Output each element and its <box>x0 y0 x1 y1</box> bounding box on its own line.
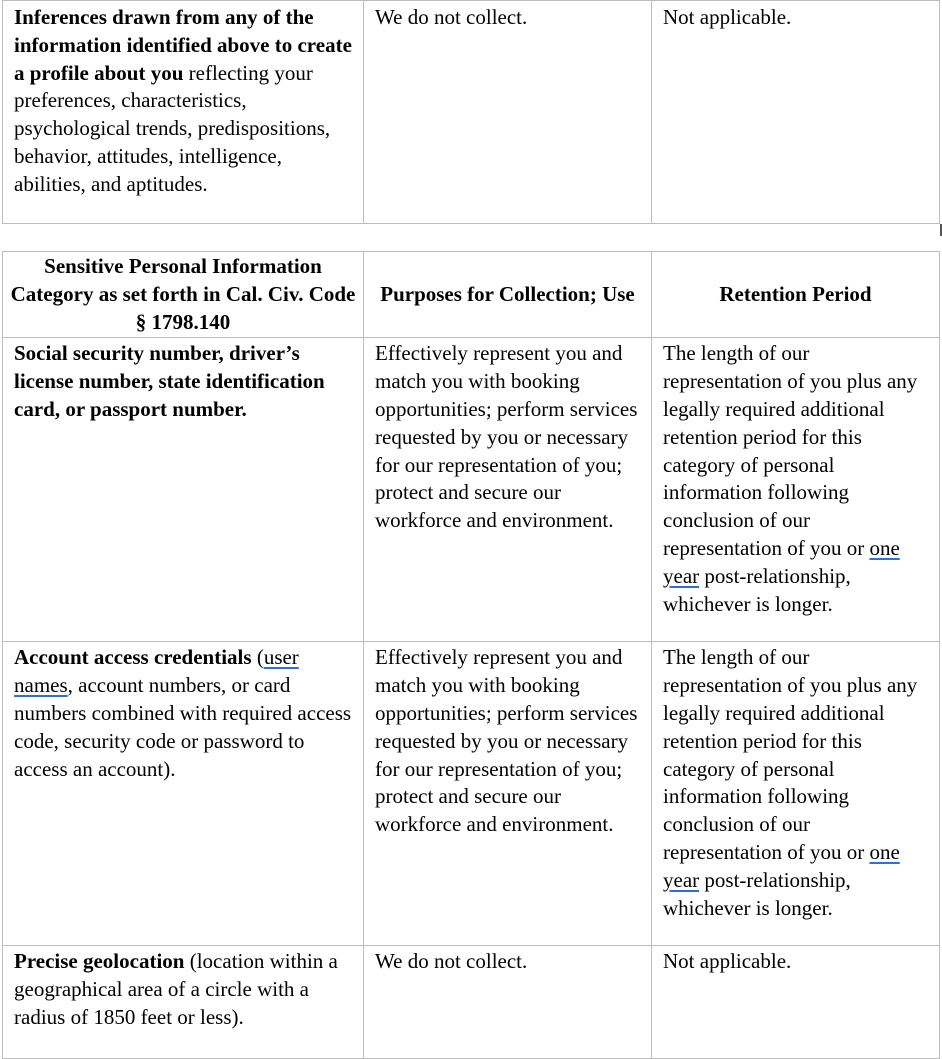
category-title: Inferences drawn from any of the information identified above to create a profile about you <box>14 5 352 85</box>
header-category: Sensitive Personal Information Category as set forth in Cal. Civ. Code § 1798.140 <box>3 252 364 338</box>
purposes-cell: Effectively represent you and match you with booking opportunities; perform services requested by you or necessary for our representation of you; protect and secure our workforce and environment. <box>364 642 652 946</box>
sensitive-info-table <box>2 251 940 1059</box>
retention-cell: The length of our representation of you plus any legally required additional retention period for this category of personal information following conclusion of our representation of you or one year post-relationship, whichever is longer. <box>652 642 940 946</box>
table-row <box>3 642 940 946</box>
table-row <box>3 1 940 224</box>
category-cell: Account access credentials (user names, account numbers, or card numbers combined with required access code, security code or password to access an account). <box>3 642 364 946</box>
proofing-underline: user names <box>14 645 299 698</box>
purposes-cell: We do not collect. <box>364 1 652 224</box>
category-title: Account access credentials <box>14 645 252 670</box>
purposes-cell: Effectively represent you and match you with booking opportunities; perform services requested by you or necessary for our representation of you; protect and secure our workforce and environment. <box>364 338 652 642</box>
retention-cell: Not applicable. <box>652 946 940 1059</box>
header-retention: Retention Period <box>652 252 940 338</box>
category-cell <box>3 1 364 224</box>
proofing-underline: one year <box>663 535 900 588</box>
inferences-table <box>2 0 940 224</box>
purposes-cell: We do not collect. <box>364 946 652 1059</box>
retention-cell: The length of our representation of you plus any legally required additional retention period for this category of personal information following conclusion of our representation of you or one year post-relationship, whichever is longer. <box>652 338 940 642</box>
category-description: (location within a geographical area of a circle with a radius of 1850 feet or less). <box>14 949 338 1029</box>
header-row <box>3 252 940 338</box>
retention-cell: Not applicable. <box>652 1 940 224</box>
proofing-underline: one year <box>663 839 900 892</box>
table-row <box>3 946 940 1059</box>
header-purposes: Purposes for Collection; Use <box>364 252 652 338</box>
table-row <box>3 338 940 642</box>
category-cell <box>3 946 364 1059</box>
category-cell <box>3 338 364 642</box>
document-page <box>2 0 939 1029</box>
category-description: reflecting your preferences, characteristics, psychological trends, predispositions, behavior, attitudes, intelligence, abilities, and aptitudes. <box>14 60 331 196</box>
category-title: Precise geolocation <box>14 949 185 974</box>
category-title: Social security number, driver’s license number, state identification card, or passport number. <box>14 341 325 421</box>
